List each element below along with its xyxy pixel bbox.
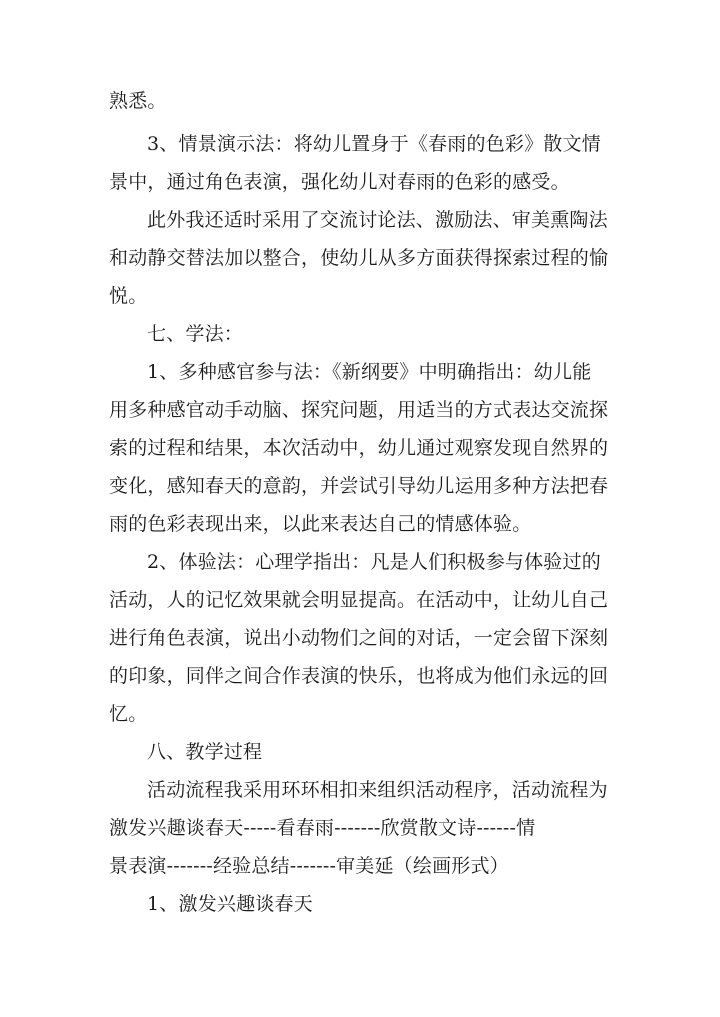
text-line: 悦。	[109, 285, 148, 307]
text-line: 用多种感官动手动脑、探究问题，用适当的方式表达交流探	[109, 399, 609, 421]
text-line: 此外我还适时采用了交流讨论法、激励法、审美熏陶法	[147, 209, 608, 231]
text-line: 变化，感知春天的意韵，并尝试引导幼儿运用多种方法把春	[109, 475, 609, 497]
text-line: 和动静交替法加以整合，使幼儿从多方面获得探索过程的愉	[109, 247, 609, 269]
text-line: 景表演-------经验总结-------审美延（绘画形式）	[109, 855, 509, 877]
text-line: 3、情景演示法：将幼儿置身于《春雨的色彩》散文情	[147, 133, 601, 155]
text-line: 忆。	[109, 703, 148, 725]
text-line: 活动流程我采用环环相扣来组织活动程序，活动流程为	[147, 779, 608, 801]
section-heading: 八、教学过程	[147, 741, 263, 763]
text-line: 熟悉。	[109, 90, 167, 112]
text-line: 索的过程和结果，本次活动中，幼儿通过观察发现自然界的	[109, 437, 609, 459]
text-line: 雨的色彩表现出来，以此来表达自己的情感体验。	[109, 513, 532, 535]
text-line: 进行角色表演，说出小动物们之间的对话，一定会留下深刻	[109, 627, 609, 649]
subsection-heading: 1、激发兴趣谈春天	[147, 893, 313, 915]
text-line: 激发兴趣谈春天-----看春雨-------欣赏散文诗------情	[109, 817, 536, 839]
text-line: 2、体验法：心理学指出：凡是人们积极参与体验过的	[147, 551, 601, 573]
text-line: 景中，通过角色表演，强化幼儿对春雨的色彩的感受。	[109, 171, 570, 193]
text-line: 的印象，同伴之间合作表演的快乐，也将成为他们永远的回	[109, 665, 609, 687]
text-line: 1、多种感官参与法：《新纲要》中明确指出：幼儿能	[147, 361, 592, 383]
text-line: 活动，人的记忆效果就会明显提高。在活动中，让幼儿自己	[109, 589, 609, 611]
section-heading: 七、学法：	[147, 323, 244, 345]
